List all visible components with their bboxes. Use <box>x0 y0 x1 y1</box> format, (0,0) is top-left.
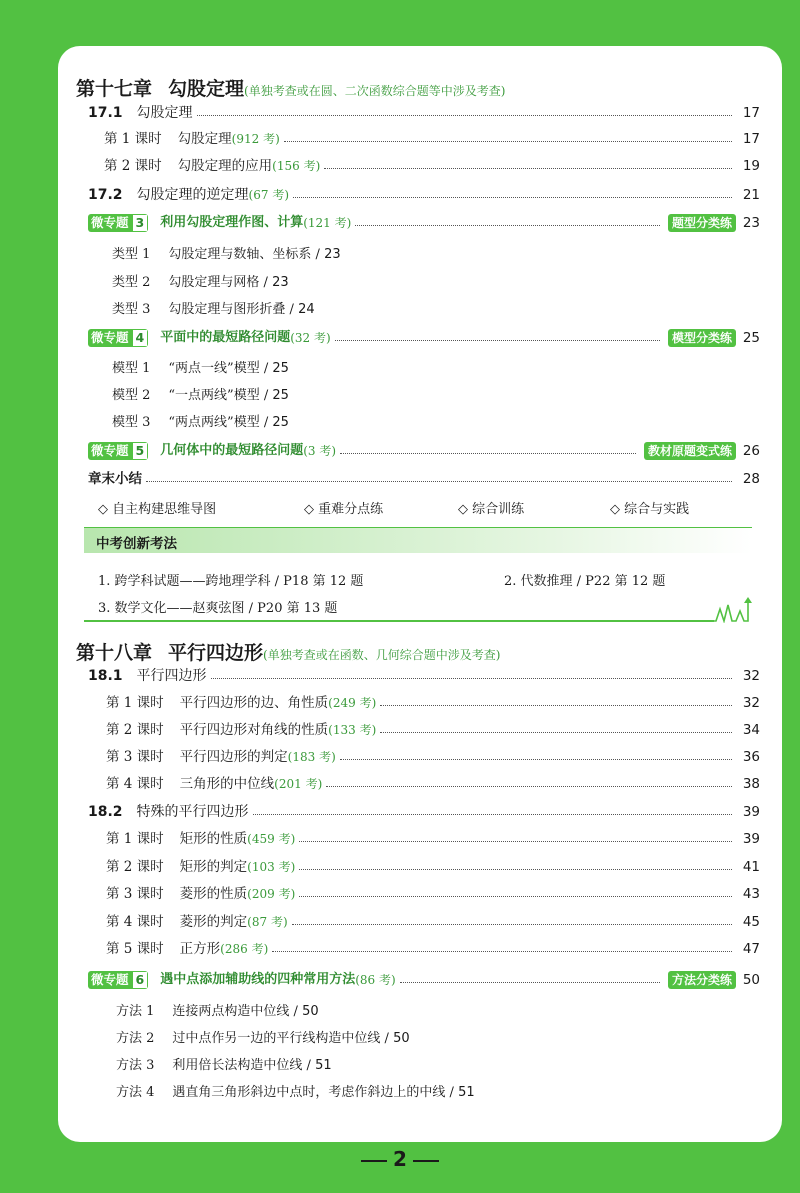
lesson-title: 菱形的性质 <box>179 886 248 902</box>
toc-sub-item[interactable] <box>112 384 289 408</box>
special-topic-title: 几何体中的最短路径问题 <box>160 443 304 458</box>
dot-leader <box>380 732 732 733</box>
page-number: 38 <box>742 776 760 792</box>
lesson-label: 第 2 课时 <box>106 859 164 875</box>
innovation-header <box>84 527 752 553</box>
toc-lesson[interactable] <box>106 855 760 879</box>
page-number: 50 <box>742 972 760 988</box>
page-number: 17 <box>742 131 760 147</box>
sub-title: “一点两线”模型 / <box>168 388 273 403</box>
badge-label: 微专题 <box>88 214 132 232</box>
sub-label: 方法 4 <box>116 1085 155 1100</box>
toc-sub-item[interactable] <box>116 1054 332 1078</box>
toc-section-17-2[interactable] <box>88 183 760 207</box>
growth-arrow-icon <box>708 597 752 623</box>
toc-lesson[interactable] <box>104 127 760 151</box>
page-number: 47 <box>742 941 760 957</box>
special-topic-title: 遇中点添加辅助线的四种常用方法 <box>160 972 356 987</box>
dot-leader <box>292 924 732 925</box>
page-number: 32 <box>742 695 760 711</box>
exam-count: (3 考) <box>303 444 337 458</box>
page-number: 50 <box>302 1004 319 1019</box>
dot-leader <box>253 814 732 815</box>
sub-title: 勾股定理与图形折叠 / <box>168 302 299 317</box>
exam-count: (32 考) <box>290 331 331 345</box>
toc-special-topic-3[interactable] <box>88 211 760 235</box>
toc-lesson[interactable] <box>106 691 760 715</box>
page-number: 34 <box>742 722 760 738</box>
toc-special-topic-6[interactable] <box>88 968 760 992</box>
practice-tag: 题型分类练 <box>668 214 736 232</box>
chapter-note: (单独考查或在圆、二次函数综合题等中涉及考查) <box>244 84 506 98</box>
sub-label: 模型 3 <box>112 415 151 430</box>
toc-section-17-1[interactable] <box>88 101 760 125</box>
toc-lesson[interactable] <box>106 718 760 742</box>
dot-leader <box>272 951 732 952</box>
sub-label: 方法 3 <box>116 1058 155 1073</box>
page-number: 23 <box>272 275 289 290</box>
footer-dash-left <box>361 1160 387 1162</box>
section-number: 17.1 <box>88 105 123 121</box>
chapter-note: (单独考查或在函数、几何综合题中涉及考查) <box>263 648 501 662</box>
lesson-label: 第 3 课时 <box>106 749 164 765</box>
innovation-box <box>84 527 752 623</box>
page-number: 21 <box>742 187 760 203</box>
dot-leader <box>324 168 732 169</box>
dot-leader <box>293 197 732 198</box>
page-number: 51 <box>458 1085 475 1100</box>
exam-count: (249 考) <box>328 696 377 710</box>
lesson-title: 正方形 <box>179 941 221 957</box>
toc-special-topic-5[interactable] <box>88 439 760 463</box>
sub-title: 过中点作另一边的平行线构造中位线 / <box>172 1031 394 1046</box>
page-number: 28 <box>742 471 760 487</box>
exam-count: (156 考) <box>272 159 321 173</box>
page-number: 41 <box>742 859 760 875</box>
practice-tag: 方法分类练 <box>668 971 736 989</box>
innovation-title: 中考创新考法 <box>96 536 177 552</box>
lesson-title: 矩形的判定 <box>179 859 248 875</box>
page-number: 43 <box>742 886 760 902</box>
toc-section-18-1[interactable] <box>88 664 760 688</box>
practice-tag: 教材原题变式练 <box>644 442 736 460</box>
page-number: 19 <box>742 158 760 174</box>
sub-label: 模型 1 <box>112 361 151 376</box>
badge-label: 微专题 <box>88 329 132 347</box>
dot-leader <box>340 759 732 760</box>
lesson-title: 勾股定理的应用 <box>177 158 273 174</box>
chapter-label: 第十八章 <box>76 642 153 664</box>
page-number: 23 <box>324 247 341 262</box>
toc-lesson[interactable] <box>106 772 760 796</box>
page-number: 26 <box>742 443 760 459</box>
badge-number: 4 <box>132 329 149 347</box>
toc-sub-item[interactable] <box>112 271 289 295</box>
chapter-name: 平行四边形 <box>168 642 264 664</box>
lesson-label: 第 2 课时 <box>106 722 164 738</box>
toc-sub-item[interactable] <box>116 1027 410 1051</box>
toc-sub-item[interactable] <box>112 357 289 381</box>
summary-item: ◇ 重难分点练 <box>304 502 384 517</box>
lesson-label: 第 1 课时 <box>104 131 162 147</box>
lesson-title: 平行四边形的判定 <box>179 749 288 765</box>
lesson-label: 第 4 课时 <box>106 776 164 792</box>
dot-leader <box>197 115 732 116</box>
exam-count: (133 考) <box>328 723 377 737</box>
exam-count: (286 考) <box>220 942 269 956</box>
toc-sub-item[interactable] <box>112 411 289 435</box>
sub-label: 方法 2 <box>116 1031 155 1046</box>
sub-label: 类型 2 <box>112 275 151 290</box>
sub-label: 方法 1 <box>116 1004 155 1019</box>
exam-count: (87 考) <box>247 915 288 929</box>
chapter-label: 第十七章 <box>76 78 153 100</box>
toc-lesson[interactable] <box>106 882 760 906</box>
section-number: 17.2 <box>88 187 123 203</box>
sub-title: “两点两线”模型 / <box>168 415 273 430</box>
practice-tag: 模型分类练 <box>668 329 736 347</box>
exam-count: (67 考) <box>248 188 289 202</box>
special-topic-title: 利用勾股定理作图、计算 <box>160 215 304 230</box>
lesson-label: 第 2 课时 <box>104 158 162 174</box>
sub-title: “两点一线”模型 / <box>168 361 273 376</box>
page-number: 25 <box>742 330 760 346</box>
chapter-18-heading <box>76 638 500 665</box>
section-number: 18.2 <box>88 804 123 820</box>
page-number: 25 <box>272 415 289 430</box>
dot-leader <box>211 678 732 679</box>
summary-title: 章末小结 <box>88 471 142 487</box>
innovation-item[interactable]: 1. 跨学科试题——跨地理学科 / P18 第 12 题 <box>98 574 364 589</box>
page-number-text: 2 <box>393 1147 407 1171</box>
summary-item: ◇ 综合与实践 <box>610 502 690 517</box>
section-title: 勾股定理 <box>136 105 193 121</box>
section-title: 平行四边形 <box>136 668 207 684</box>
chapter-17-heading <box>76 74 505 101</box>
dot-leader <box>335 340 660 341</box>
page-number: 25 <box>272 361 289 376</box>
sub-title: 利用倍长法构造中位线 / <box>172 1058 316 1073</box>
section-title: 勾股定理的逆定理 <box>136 187 249 203</box>
sub-label: 类型 3 <box>112 302 151 317</box>
summary-items <box>98 498 738 518</box>
dot-leader <box>355 225 660 226</box>
badge-label: 微专题 <box>88 442 132 460</box>
lesson-title: 三角形的中位线 <box>179 776 275 792</box>
lesson-label: 第 3 课时 <box>106 886 164 902</box>
special-topic-title: 平面中的最短路径问题 <box>160 330 291 345</box>
toc-sub-item[interactable] <box>112 298 315 322</box>
dot-leader <box>400 982 660 983</box>
innovation-baseline <box>84 620 714 622</box>
section-number: 18.1 <box>88 668 123 684</box>
special-topic-badge <box>88 442 148 460</box>
section-title: 特殊的平行四边形 <box>136 804 249 820</box>
page-number: 23 <box>742 215 760 231</box>
dot-leader <box>299 896 732 897</box>
chapter-name: 勾股定理 <box>168 78 245 100</box>
page-number: 32 <box>742 668 760 684</box>
toc-section-18-2[interactable] <box>88 800 760 824</box>
innovation-item[interactable]: 2. 代数推理 / P22 第 12 题 <box>504 574 666 589</box>
special-topic-badge <box>88 971 148 989</box>
page-number: 36 <box>742 749 760 765</box>
exam-count: (209 考) <box>247 887 296 901</box>
dot-leader <box>326 786 732 787</box>
page-number: 51 <box>315 1058 332 1073</box>
toc-chapter-summary[interactable] <box>88 467 760 491</box>
sub-title: 勾股定理与数轴、坐标系 / <box>168 247 325 262</box>
exam-count: (103 考) <box>247 860 296 874</box>
lesson-title: 勾股定理 <box>177 131 232 147</box>
lesson-label: 第 4 课时 <box>106 914 164 930</box>
badge-number: 5 <box>132 442 149 460</box>
exam-count: (201 考) <box>274 777 323 791</box>
lesson-title: 平行四边形对角线的性质 <box>179 722 329 738</box>
dot-leader <box>380 705 732 706</box>
toc-sub-item[interactable] <box>112 243 341 267</box>
exam-count: (183 考) <box>287 750 336 764</box>
lesson-label: 第 5 课时 <box>106 941 164 957</box>
sub-label: 类型 1 <box>112 247 151 262</box>
toc-sub-item[interactable] <box>116 1081 475 1105</box>
dot-leader <box>284 141 732 142</box>
toc-special-topic-4[interactable] <box>88 326 760 350</box>
toc-lesson[interactable] <box>106 745 760 769</box>
toc-sub-item[interactable] <box>116 1000 319 1024</box>
page-number: 39 <box>742 831 760 847</box>
exam-count: (121 考) <box>303 216 352 230</box>
page-number: 25 <box>272 388 289 403</box>
special-topic-badge <box>88 329 148 347</box>
innovation-item[interactable]: 3. 数学文化——赵爽弦图 / P20 第 13 题 <box>98 601 338 616</box>
badge-number: 6 <box>132 971 149 989</box>
toc-lesson[interactable] <box>106 937 760 961</box>
sub-title: 连接两点构造中位线 / <box>172 1004 303 1019</box>
dot-leader <box>146 481 732 482</box>
lesson-title: 矩形的性质 <box>179 831 248 847</box>
toc-lesson[interactable] <box>104 154 760 178</box>
sub-title: 勾股定理与网格 / <box>168 275 273 290</box>
special-topic-badge <box>88 214 148 232</box>
page-number: 50 <box>393 1031 410 1046</box>
footer-dash-right <box>413 1160 439 1162</box>
lesson-label: 第 1 课时 <box>106 695 164 711</box>
page-number: 39 <box>742 804 760 820</box>
dot-leader <box>299 869 732 870</box>
summary-item: ◇ 综合训练 <box>458 502 525 517</box>
toc-lesson[interactable] <box>106 910 760 934</box>
lesson-title: 菱形的判定 <box>179 914 248 930</box>
exam-count: (912 考) <box>231 132 280 146</box>
exam-count: (459 考) <box>247 832 296 846</box>
badge-label: 微专题 <box>88 971 132 989</box>
exam-count: (86 考) <box>355 973 396 987</box>
lesson-title: 平行四边形的边、角性质 <box>179 695 329 711</box>
summary-item: ◇ 自主构建思维导图 <box>98 502 217 517</box>
footer-page-number <box>0 1147 800 1171</box>
badge-number: 3 <box>132 214 149 232</box>
sub-title: 遇直角三角形斜边中点时，考虑作斜边上的中线 / <box>172 1085 459 1100</box>
page-number: 45 <box>742 914 760 930</box>
dot-leader <box>299 841 732 842</box>
dot-leader <box>340 453 636 454</box>
toc-lesson[interactable] <box>106 827 760 851</box>
page-number: 17 <box>742 105 760 121</box>
sub-label: 模型 2 <box>112 388 151 403</box>
page-number: 24 <box>298 302 315 317</box>
lesson-label: 第 1 课时 <box>106 831 164 847</box>
